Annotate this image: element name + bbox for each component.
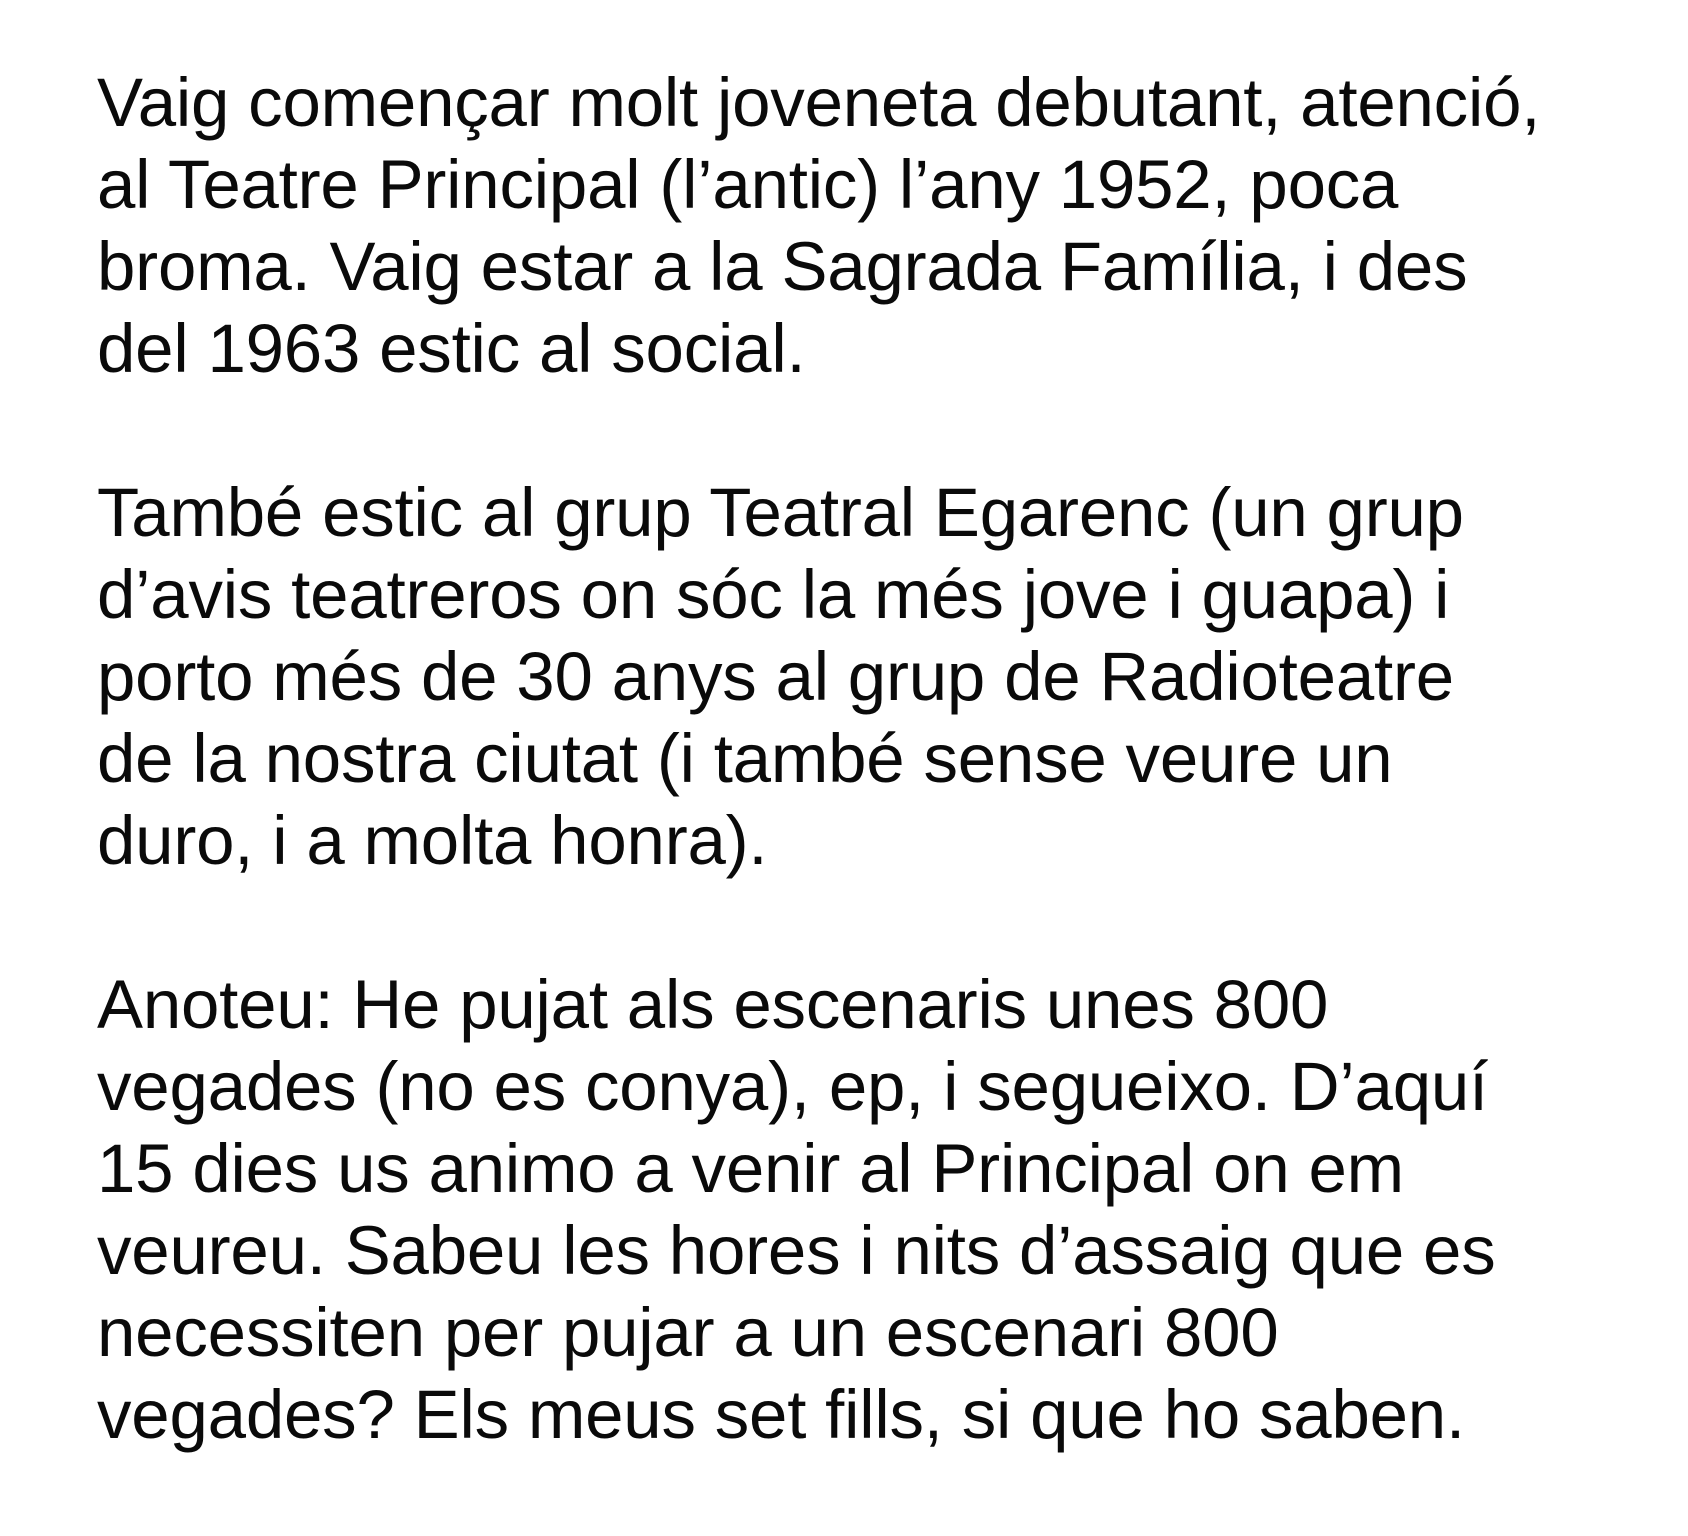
text-line: de la nostra ciutat (i també sense veure un: [97, 720, 1393, 797]
text-line: També estic al grup Teatral Egarenc (un grup: [97, 474, 1464, 551]
text-line: 15 dies us animo a venir al Principal on em: [97, 1130, 1404, 1207]
text-line: Anoteu: He pujat als escenaris unes 800: [97, 966, 1329, 1043]
paragraph-gap: [97, 390, 1657, 472]
text-line: Vaig començar molt joveneta debutant, atenció,: [97, 64, 1541, 141]
text-line: vegades (no es conya), ep, i segueixo. D’aquí: [97, 1048, 1489, 1125]
text-line: d’avis teatreros on sóc la més jove i guapa) i: [97, 556, 1450, 633]
text-line: al Teatre Principal (l’antic) l’any 1952, poca: [97, 146, 1399, 223]
text-line: veureu. Sabeu les hores i nits d’assaig que es: [97, 1212, 1496, 1289]
paragraph-3: [97, 964, 1657, 1456]
text-line: vegades? Els meus set fills, si que ho saben.: [97, 1376, 1465, 1453]
text-line: del 1963 estic al social.: [97, 310, 806, 387]
text-line: broma. Vaig estar a la Sagrada Família, i des: [97, 228, 1468, 305]
paragraph-2: [97, 472, 1657, 882]
paragraph-1: [97, 62, 1657, 390]
document-body: [97, 62, 1657, 1456]
text-line: porto més de 30 anys al grup de Radioteatre: [97, 638, 1454, 715]
text-line: necessiten per pujar a un escenari 800: [97, 1294, 1279, 1371]
text-line: duro, i a molta honra).: [97, 802, 768, 879]
paragraph-gap: [97, 882, 1657, 964]
